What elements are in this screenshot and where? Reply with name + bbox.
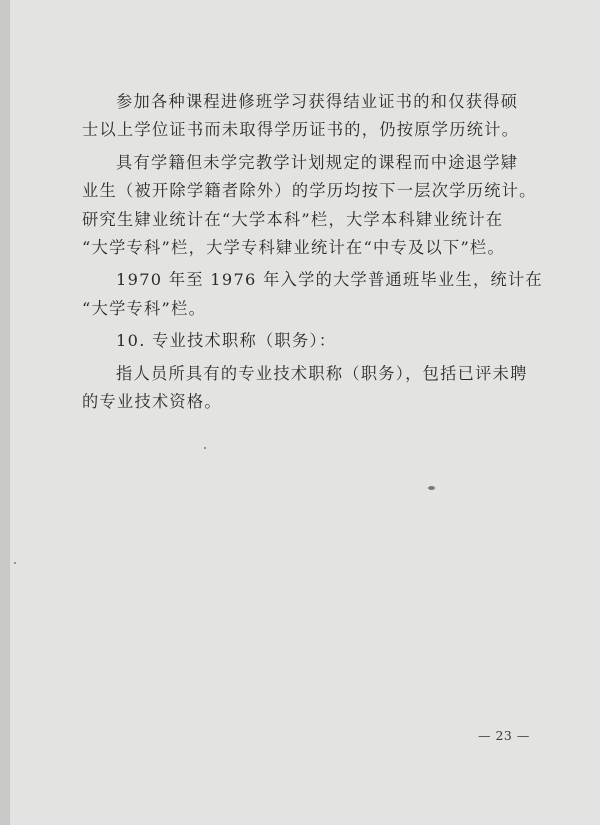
text-line: 参加各种课程进修班学习获得结业证书的和仅获得硕 bbox=[116, 92, 519, 111]
body-text bbox=[82, 88, 552, 416]
paragraph bbox=[82, 266, 552, 323]
text-line: 具有学籍但未学完教学计划规定的课程而中途退学肄 bbox=[116, 152, 519, 172]
heading-text: 10. 专业技术职称（职务）： bbox=[116, 331, 337, 351]
section-heading bbox=[82, 327, 552, 355]
text-line: 业生（被开除学籍者除外）的学历均按下一层次学历统计。 bbox=[82, 181, 537, 201]
page-number: — 23 — bbox=[478, 728, 530, 743]
text-line: 1970 年至 1976 年入学的大学普通班毕业生，统计在 bbox=[116, 270, 543, 290]
scan-speck bbox=[14, 562, 16, 564]
text-line: 的专业技术资格。 bbox=[82, 391, 222, 411]
scan-speck bbox=[204, 447, 206, 449]
text-line: 研究生肄业统计在“大学本科”栏，大学本科肄业统计在 bbox=[82, 209, 504, 229]
paragraph bbox=[82, 88, 552, 145]
text-line: “大学专科”栏。 bbox=[82, 298, 207, 318]
document-page bbox=[10, 0, 600, 825]
text-line: “大学专科”栏，大学专科肄业统计在“中专及以下”栏。 bbox=[82, 237, 506, 257]
text-line: 士以上学位证书而未取得学历证书的，仍按原学历统计。 bbox=[82, 120, 520, 140]
text-line: 指人员所具有的专业技术职称（职务），包括已评未聘 bbox=[116, 363, 528, 383]
scan-speck bbox=[428, 486, 435, 490]
paragraph bbox=[82, 149, 552, 263]
paragraph bbox=[82, 360, 552, 417]
scan-edge bbox=[0, 0, 10, 825]
